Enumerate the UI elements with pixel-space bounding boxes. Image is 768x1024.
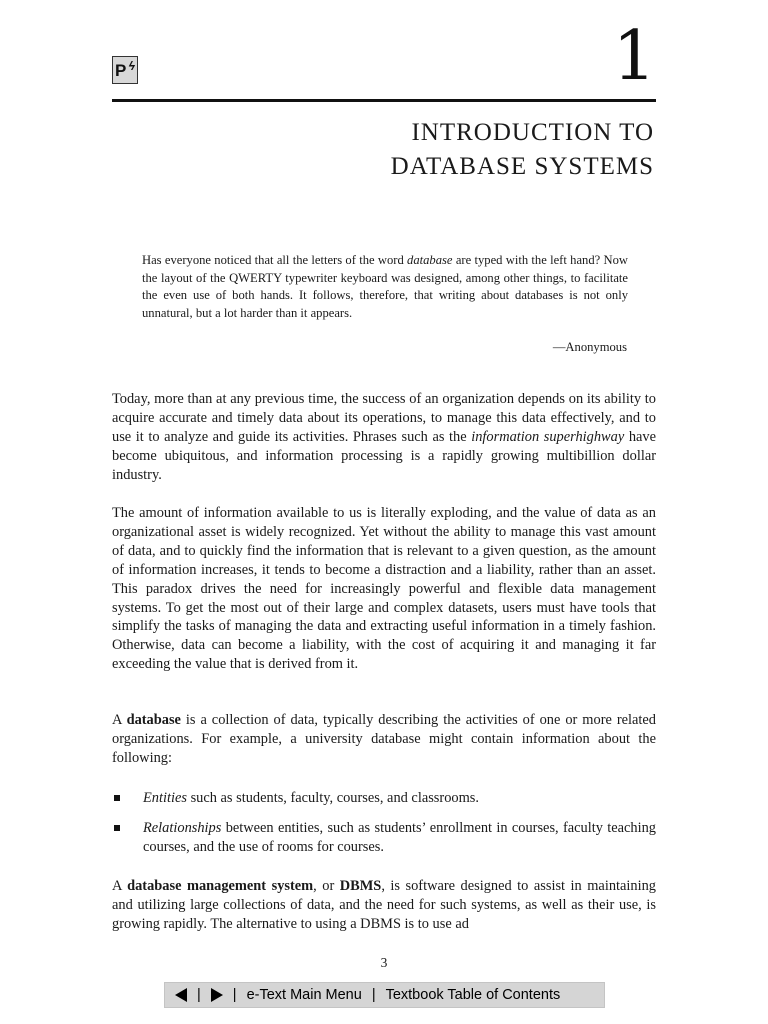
paragraph-4: A database management system, or DBMS, is software designed to assist in maintaining and utilizing large collections of data, and the need for such systems, as well as their use, is growing rapidly. The alternative to using a DBMS is to use ad [112,878,656,932]
etext-main-menu-link[interactable]: e-Text Main Menu [246,987,362,1003]
table-of-contents-link[interactable]: Textbook Table of Contents [385,987,561,1003]
paragraph-3: A database is a collection of data, typically describing the activities of one or more related organizations. For example, a university database might contain information about the following: [112,712,656,766]
header-rule [112,99,656,102]
nav-separator: | [371,987,376,1003]
chapter-title-line-2: DATABASE SYSTEMS [390,153,654,180]
nav-separator: | [232,987,237,1003]
term-dbms: DBMS [339,878,382,894]
logo-letter: P [115,61,127,80]
list-item: Relationships between entities, such as students’ enrollment in courses, faculty teaching courses, and the use of rooms for courses. [112,819,656,857]
page-number: 3 [380,955,388,970]
term-dbms-full: database management system [127,878,314,894]
next-page-icon[interactable] [211,988,223,1002]
bullet-square-icon [114,825,120,831]
term-relationships: Relationships [143,820,222,836]
epigraph-emphasis: database [407,253,453,267]
list-item: Entities such as students, faculty, courses, and classrooms. [112,789,656,808]
navigation-bar [164,982,605,1008]
term-information-superhighway: information superhighway [471,428,625,445]
epigraph-author: —Anonymous [552,340,627,354]
term-database: database [126,712,181,728]
term-entities: Entities [143,790,187,806]
nav-separator: | [197,987,201,1003]
publisher-logo [112,56,138,84]
previous-page-icon[interactable] [175,988,187,1002]
chapter-number: 1 [612,17,656,96]
chapter-title-line-1: INTRODUCTION TO [411,119,654,146]
paragraph-1: Today, more than at any previous time, the success of an organization depends on its ability to acquire accurate and timely data about its operations, to manage this data effectively, and to use it to analyze and guide its activities. Phrases such as the information superhighway have become ubiquitous, and information processing is a rapidly growing multibillion dollar industry. [112,391,657,483]
paragraph-2: The amount of information available to us is literally exploding, and the value of data as an organizational asset is widely recognized. Yet without the ability to manage this vast amount of data, and to quickly find the information that is relevant to a given question, as the amount of information increases, it tends to become a distraction and a liability, rather than an asset. This paradox drives the need for increasingly powerful and flexible data management systems. To get the most out of their large and complex datasets, users must have tools that simplify the tasks of managing the data and extracting useful information in a timely fashion. Otherwise, data can become a liability, with the cost of acquiring it and managing it far exceeding the value that is derived from it. [112,505,656,673]
bullet-square-icon [114,795,120,801]
epigraph-quote: Has everyone noticed that all the letters of the word database are typed with the left hand? Now the layout of the QWERTY typewriter keyboard was designed, among other things, to facilitate the even use of both hands. It follows, therefore, that writing about databases is not only unnatural, but a lot harder than it appears. [142,253,628,320]
chapter-title [391,116,654,184]
lightning-icon: ϟ [128,59,135,73]
